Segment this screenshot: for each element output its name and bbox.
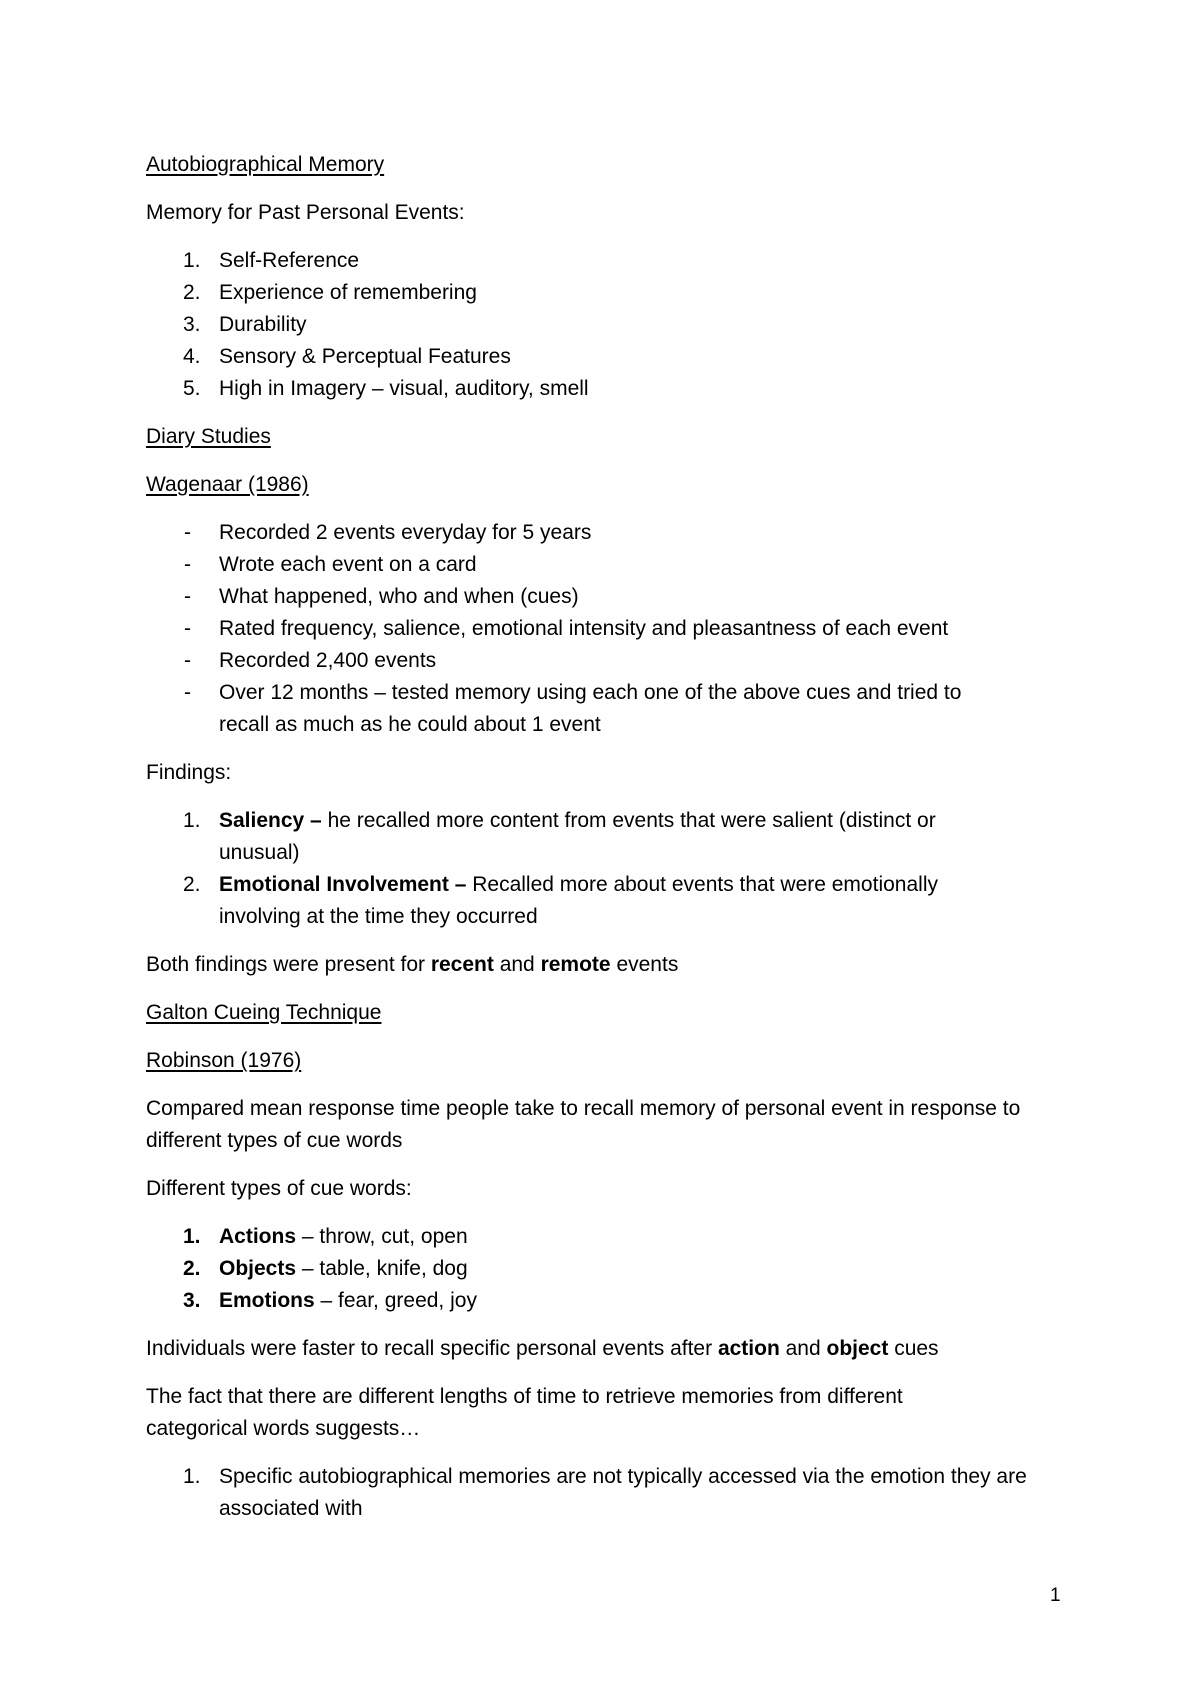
features-list — [146, 245, 1066, 405]
robinson-heading: Robinson (1976) — [146, 1049, 302, 1072]
document-content — [146, 149, 1066, 1541]
faster-text: Individuals were faster to recall specific personal events after action and object cues — [146, 1337, 939, 1360]
list-item: 1. Actions – throw, cut, open — [183, 1225, 468, 1248]
list-item: 3. Durability — [183, 313, 307, 336]
suggests-list — [146, 1461, 1066, 1525]
list-item: 4. Sensory & Perceptual Features — [183, 345, 511, 368]
list-item: 3. Emotions – fear, greed, joy — [183, 1289, 477, 1312]
list-item: 5. High in Imagery – visual, auditory, smell — [183, 377, 589, 400]
both-findings-text: Both findings were present for recent and remote events — [146, 953, 679, 976]
intro-text: Memory for Past Personal Events: — [146, 201, 465, 224]
list-item: 1. Saliency – he recalled more content from events that were salient (distinct or unusual) — [183, 809, 936, 864]
robinson-text: Compared mean response time people take to recall memory of personal event in response to different types of cue words — [146, 1097, 1021, 1152]
findings-label: Findings: — [146, 761, 232, 784]
cue-label: Different types of cue words: — [146, 1177, 412, 1200]
galton-heading: Galton Cueing Technique — [146, 1001, 382, 1024]
cues-list — [146, 1221, 1066, 1317]
list-item: - Wrote each event on a card — [184, 553, 477, 576]
list-item: 2. Experience of remembering — [183, 281, 477, 304]
list-item: - Over 12 months – tested memory using each one of the above cues and tried to recall as much as he could about 1 event — [184, 681, 962, 736]
list-item: - What happened, who and when (cues) — [184, 585, 579, 608]
list-item: - Recorded 2,400 events — [184, 649, 437, 672]
page-number: 1 — [1050, 1585, 1061, 1606]
diary-heading: Diary Studies — [146, 425, 271, 448]
fact-text: The fact that there are different lengths of time to retrieve memories from different categorical words suggests… — [146, 1385, 903, 1440]
wagenaar-heading: Wagenaar (1986) — [146, 473, 309, 496]
list-item: 2. Objects – table, knife, dog — [183, 1257, 468, 1280]
section-title: Autobiographical Memory — [146, 153, 385, 176]
list-item: 1. Self-Reference — [183, 249, 360, 272]
list-item: - Recorded 2 events everyday for 5 years — [184, 521, 592, 544]
list-item: - Rated frequency, salience, emotional intensity and pleasantness of each event — [184, 617, 949, 640]
wagenaar-list — [146, 517, 1066, 741]
findings-list — [146, 805, 1066, 933]
list-item: 2. Emotional Involvement – Recalled more about events that were emotionally involving at the time they occurred — [183, 873, 938, 928]
list-item: 1. Specific autobiographical memories are not typically accessed via the emotion they are associated with — [183, 1465, 1027, 1520]
